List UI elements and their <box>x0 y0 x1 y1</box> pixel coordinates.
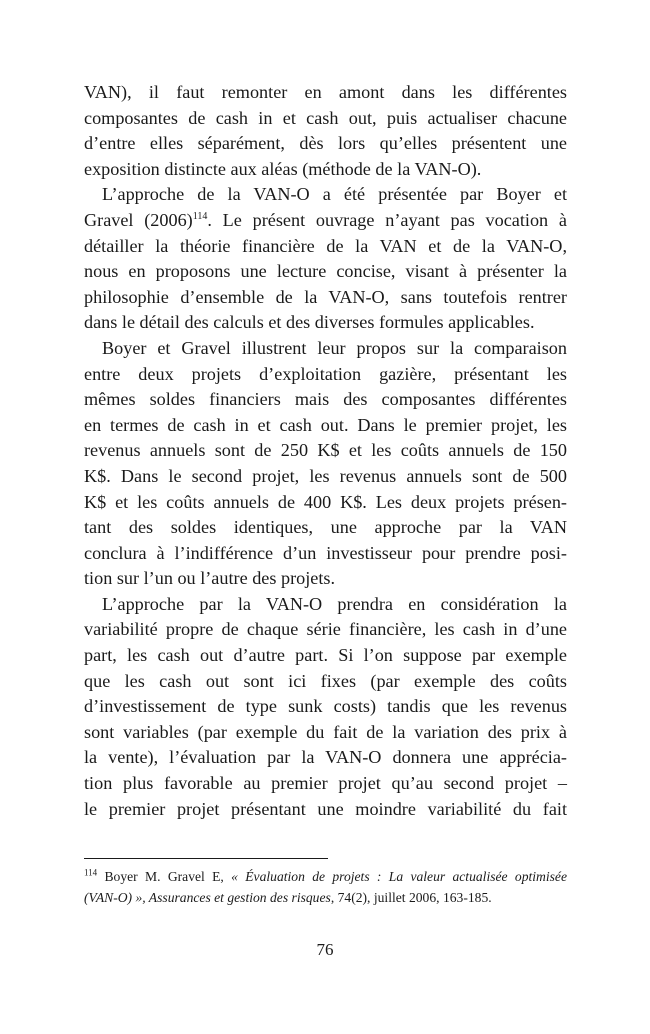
body-line: en termes de cash in et cash out. Dans le premier projet, les <box>84 414 567 435</box>
body-text-fragment: Gravel (2006) <box>84 209 193 230</box>
body-line: composantes de cash in et cash out, puis actualiser chacune <box>84 107 567 128</box>
footnote-divider <box>84 858 328 859</box>
body-line: Boyer et Gravel illustrent leur propos sur la comparaison <box>102 337 567 358</box>
body-line: sont variables (par exemple du fait de la variation des prix à <box>84 721 567 742</box>
body-line: conclura à l’indifférence d’un investisseur pour prendre posi- <box>84 542 567 563</box>
body-line: tion sur l’un ou l’autre des projets. <box>84 568 336 589</box>
page-number: 76 <box>316 940 334 959</box>
body-line: K$ et les coûts annuels de 400 K$. Les deux projets présen- <box>84 491 567 512</box>
footnote-journal: (VAN-O) », Assurances et gestion des risques <box>84 890 331 905</box>
body-line: mêmes soldes financiers mais des composantes différentes <box>84 389 567 410</box>
footnote-line <box>84 887 567 908</box>
body-line: entre deux projets d’exploitation gazière, présentant les <box>84 363 567 384</box>
footnote-reference: 114 <box>192 210 208 222</box>
footnote-authors: Boyer M. Gravel E, <box>97 869 232 884</box>
body-line: dans le détail des calculs et des diverses formules applicables. <box>84 312 535 333</box>
body-line: exposition distincte aux aléas (méthode de la VAN-O). <box>84 158 482 179</box>
body-line: le premier projet présentant une moindre variabilité du fait <box>84 798 567 819</box>
body-line: tant des soldes identiques, une approche par la VAN <box>84 517 567 538</box>
body-text <box>84 80 567 822</box>
body-line: détailler la théorie financière de la VAN et de la VAN-O, <box>84 235 567 256</box>
footnote <box>84 866 567 908</box>
footnote-line <box>84 866 567 887</box>
body-line: d’investissement de type sunk costs) tandis que les revenus <box>84 696 567 717</box>
body-line: que les cash out sont ici fixes (par exemple des coûts <box>84 670 567 691</box>
body-line-with-note <box>84 208 567 234</box>
body-line: variabilité propre de chaque série financière, les cash in d’une <box>84 619 567 640</box>
body-line: philosophie d’ensemble de la VAN-O, sans toutefois rentrer <box>84 286 567 307</box>
body-line: part, les cash out d’autre part. Si l’on suppose par exemple <box>84 645 567 666</box>
footnote-citation-details: , 74(2), juillet 2006, 163-185. <box>330 890 492 905</box>
footnote-number: 114 <box>84 867 98 878</box>
body-line: tion plus favorable au premier projet qu’au second projet – <box>84 773 567 794</box>
body-line: L’approche de la VAN-O a été présentée par Boyer et <box>102 184 567 205</box>
body-line: VAN), il faut remonter en amont dans les différentes <box>84 82 567 102</box>
body-line: la vente), l’évaluation par la VAN-O donnera une apprécia- <box>84 747 567 768</box>
body-text-fragment: . Le présent ouvrage n’ayant pas vocation à <box>207 209 567 230</box>
footnote-article-title: « Évaluation de projets : La valeur actualisée optimisée <box>231 869 568 884</box>
body-line: K$. Dans le second projet, les revenus annuels sont de 500 <box>84 465 567 486</box>
body-line: revenus annuels sont de 250 K$ et les coûts annuels de 150 <box>84 440 567 461</box>
body-line: d’entre elles séparément, dès lors qu’elles présentent une <box>84 133 567 154</box>
body-line: nous en proposons une lecture concise, visant à présenter la <box>84 261 567 282</box>
body-line: L’approche par la VAN-O prendra en considération la <box>102 593 567 614</box>
